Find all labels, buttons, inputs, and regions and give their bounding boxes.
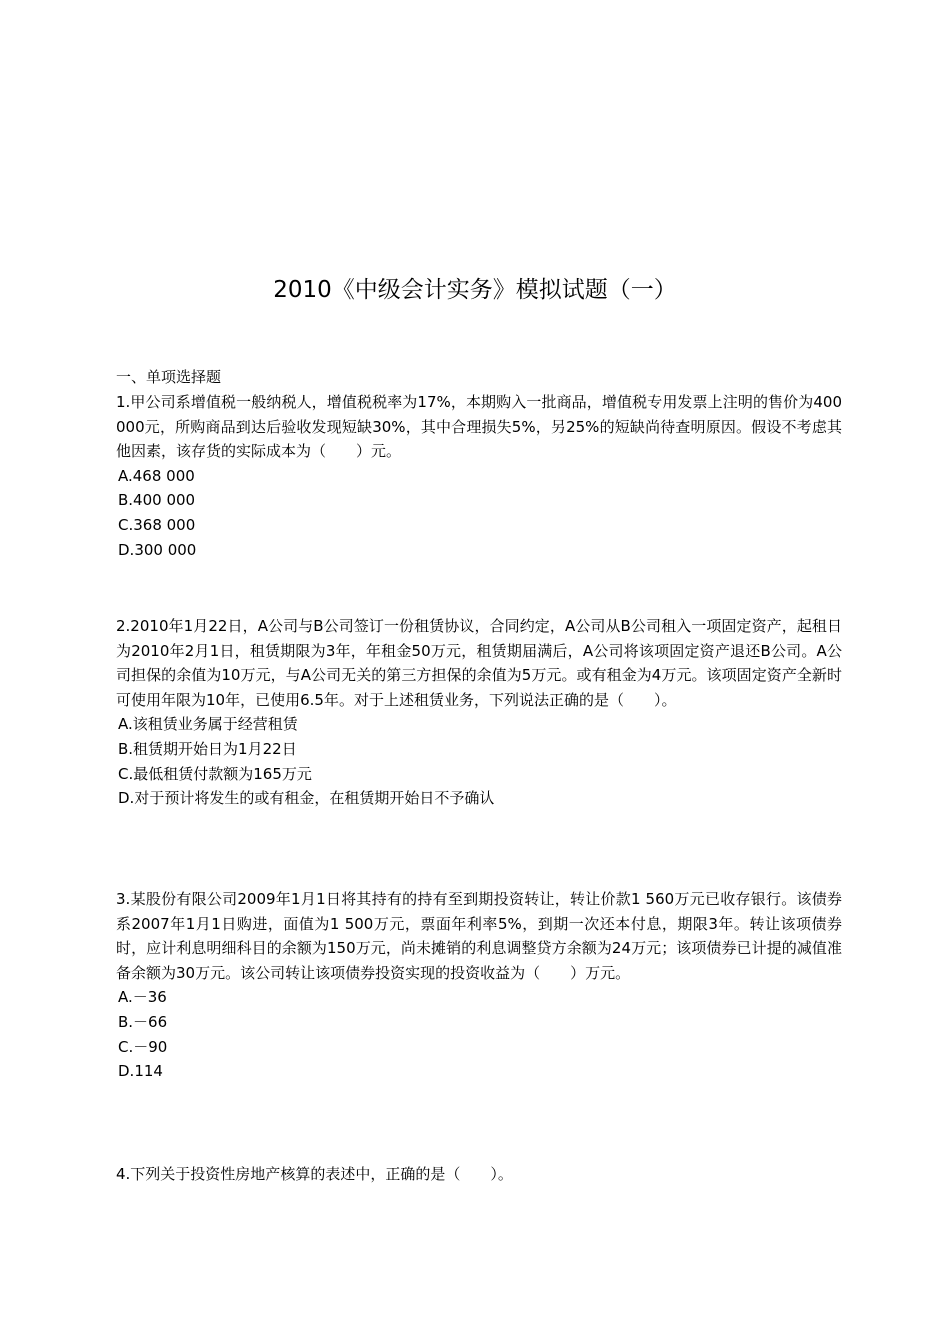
option-d: D.300 000 bbox=[118, 540, 197, 559]
section-heading: 一、单项选择题 bbox=[116, 368, 222, 386]
question-text: 3.某股份有限公司2009年1月1日将其持有的持有至到期投资转让，转让价款1 560万元已收存银行。该债券系2007年1月1日购进，面值为1 500万元，票面年利率5%，到期一次还本付息，期限3年。转让该项债券时，应计利息明细科目的余额为150万元，尚未摊销的利息调整贷方余额为24万元；该项债券已计提的减值准备余额为30万元。该公司转让该项债券投资实现的投资收益为（ ）万元。 bbox=[116, 890, 842, 982]
question-text: 4.下列关于投资性房地产核算的表述中，正确的是（ ）。 bbox=[116, 1165, 513, 1183]
question-1 bbox=[116, 390, 842, 562]
option-c: C.最低租赁付款额为165万元 bbox=[118, 764, 312, 783]
option-b: B.租赁期开始日为1月22日 bbox=[118, 739, 297, 758]
question-4 bbox=[116, 1162, 842, 1187]
option-c: C.－90 bbox=[118, 1037, 168, 1056]
option-list bbox=[116, 464, 842, 562]
option-list bbox=[116, 985, 842, 1083]
question-2 bbox=[116, 614, 842, 811]
document-title: 2010《中级会计实务》模拟试题（一） bbox=[273, 277, 677, 303]
option-a: A.该租赁业务属于经营租赁 bbox=[118, 715, 298, 734]
question-text: 2.2010年1月22日，A公司与B公司签订一份租赁协议，合同约定，A公司从B公司租入一项固定资产，起租日为2010年2月1日，租赁期限为3年，年租金50万元，租赁期届满后，A公司将该项固定资产退还B公司。A公司担保的余值为10万元，与A公司无关的第三方担保的余值为5万元。或有租金为4万元。该项固定资产全新时可使用年限为10年，已使用6.5年。对于上述租赁业务，下列说法正确的是（ ）。 bbox=[116, 617, 842, 709]
option-d: D.对于预计将发生的或有租金，在租赁期开始日不予确认 bbox=[118, 789, 495, 808]
option-a: A.－36 bbox=[118, 988, 167, 1007]
option-c: C.368 000 bbox=[118, 515, 196, 534]
option-a: A.468 000 bbox=[118, 466, 195, 485]
option-b: B.400 000 bbox=[118, 491, 196, 510]
option-d: D.114 bbox=[118, 1062, 163, 1081]
question-3 bbox=[116, 887, 842, 1084]
option-b: B.－66 bbox=[118, 1012, 168, 1031]
question-text: 1.甲公司系增值税一般纳税人，增值税税率为17%，本期购入一批商品，增值税专用发票上注明的售价为400 000元，所购商品到达后验收发现短缺30%，其中合理损失5%，另25%的短缺尚待查明原因。假设不考虑其他因素，该存货的实际成本为（ ）元。 bbox=[116, 393, 842, 461]
option-list bbox=[116, 712, 842, 810]
